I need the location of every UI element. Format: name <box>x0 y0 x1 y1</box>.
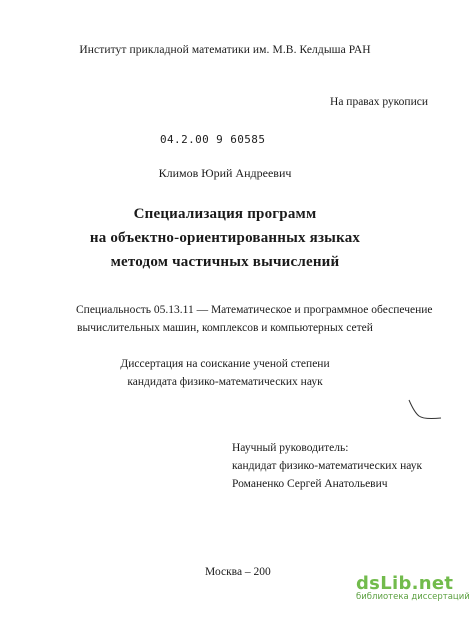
title-line-1: Специализация программ <box>133 206 317 222</box>
watermark <box>356 573 470 602</box>
specialty-line-1: Специальность 05.13.11 — Математическое и программное обеспечение <box>76 304 433 316</box>
author-name: Климов Юрий Андреевич <box>158 166 292 180</box>
watermark-subtitle: библиотека диссертаций <box>356 592 470 602</box>
watermark-logo: dsLib.net <box>356 573 454 594</box>
library-stamp: 04.2.00 9 60585 <box>160 133 266 146</box>
supervisor-degree: кандидат физико-математических наук <box>232 460 423 472</box>
city-year: Москва – 200 <box>205 566 271 578</box>
title-line-3: методом частичных вычислений <box>110 254 340 270</box>
specialty-line-2: вычислительных машин, комплексов и компьютерных сетей <box>77 322 373 334</box>
supervisor-name: Романенко Сергей Анатольевич <box>232 478 388 490</box>
title-line-2: на объектно-ориентированных языках <box>89 230 361 246</box>
dissertation-line-2: кандидата физико-математических наук <box>127 376 323 388</box>
institute-name: Институт прикладной математики им. М.В. Келдыша РАН <box>79 44 371 56</box>
supervisor-label: Научный руководитель: <box>232 442 349 454</box>
rights-note: На правах рукописи <box>330 96 428 108</box>
dissertation-line-1: Диссертация на соискание ученой степени <box>120 358 330 370</box>
pen-mark-icon <box>403 398 443 422</box>
